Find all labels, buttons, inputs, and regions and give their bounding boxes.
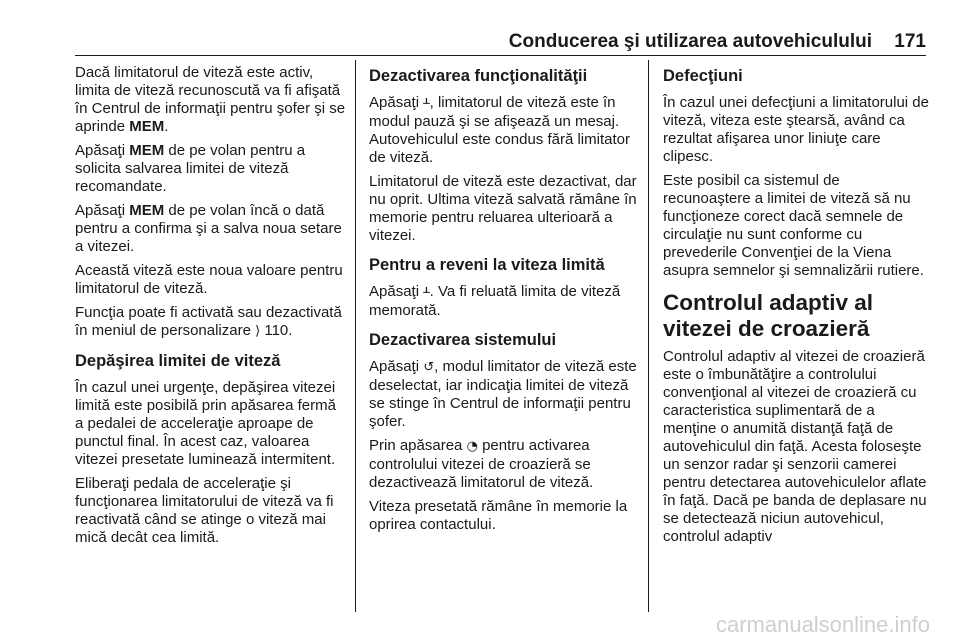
paragraph: Eliberaţi pedala de acceleraţie şi funcţionarea limitatorului de viteză va fi reactivată când se atinge o viteză mai mică decât cea limită. — [75, 475, 334, 546]
mem-label: MEM — [129, 202, 165, 219]
paragraph: Controlul adaptiv al vitezei de croazieră este o îmbunătăţire a controlului convenţional al vitezei de croazieră cu caracteristica suplimentară de a menţine o anumită distanţă faţă de autovehiculul din faţă. Acesta foloseşte un senzor radar şi senzorii camerei pentru detectarea autovehiculelor aflate în faţă. Dacă pe banda de deplasare nu se detectează niciun autovehicul, controlul adaptiv — [663, 348, 927, 545]
paragraph: Limitatorul de viteză este dezactivat, dar nu oprit. Ultima viteză salvată rămâne în memorie pentru reluarea ulterioară a vitezei. — [369, 173, 637, 244]
paragraph: În cazul unei defecţiuni a limitatorului de viteză, viteza este ştearsă, având ca rezultat afişarea unor liniuţe care clipesc. — [663, 94, 929, 165]
paragraph: Viteza presetată rămâne în memorie la oprirea contactului. — [369, 498, 628, 533]
paragraph: Apăsaţi ᚆ, limitatorul de viteză este în modul pauză şi se afişează un mesaj. Autovehiculul este condus fără limitator de viteză. — [369, 94, 630, 166]
paragraph: Funcţia poate fi activată sau dezactivată în meniul de personalizare ⟩ 110. — [75, 304, 342, 339]
column-2 — [369, 64, 639, 540]
section-heading: Pentru a reveni la viteza limită — [369, 256, 605, 274]
paragraph: Apăsaţi ᚆ. Va fi reluată limita de viteză memorată. — [369, 283, 621, 319]
column-3 — [663, 64, 929, 552]
chapter-heading: Controlul adaptiv al vitezei de croazieră — [663, 290, 874, 341]
resume-icon: ᚆ — [423, 285, 430, 300]
column-divider — [648, 60, 649, 612]
limiter-off-icon: ↺ — [423, 360, 435, 375]
pause-icon: ᚆ — [423, 96, 430, 111]
paragraph: Apăsaţi ↺, modul limitator de viteză este deselectat, iar indicaţia limitei de viteză se stinge în Centrul de informaţii pentru şofer. — [369, 358, 637, 430]
paragraph: Prin apăsarea ◔ pentru activarea controlului vitezei de croazieră se dezactivează limitatorul de viteză. — [369, 437, 594, 491]
paragraph: Dacă limitatorul de viteză este activ, limita de viteză recunoscută va fi afişată în Centrul de informaţii pentru şofer şi se aprinde MEM. — [75, 64, 346, 135]
page-number: 171 — [894, 31, 926, 52]
column-divider — [355, 60, 356, 612]
paragraph: Apăsaţi MEM de pe volan pentru a solicita salvarea limitei de viteză recomandate. — [75, 142, 306, 195]
header-rule — [75, 55, 926, 56]
mem-label: MEM — [129, 118, 165, 135]
paragraph: Apăsaţi MEM de pe volan încă o dată pentru a confirma şi a salva noua setare a vitezei. — [75, 202, 342, 255]
column-1 — [75, 64, 347, 553]
cruise-control-icon: ◔ — [466, 439, 478, 454]
watermark: carmanualsonline.info — [715, 612, 930, 637]
paragraph: În cazul unei urgenţe, depăşirea vitezei limită este posibilă prin apăsarea fermă a pedalei de acceleraţie aproape de punctul final. În acest caz, valoarea vitezei presetate luminează intermitent. — [75, 379, 336, 468]
mem-label: MEM — [129, 142, 165, 159]
paragraph: Este posibil ca sistemul de recunoaştere a limitei de viteză să nu funcţioneze corect dacă semnele de circulaţie nu sunt conforme cu prevederile Convenţiei de la Viena asupra semnelor şi semnalizării rutiere. — [663, 172, 924, 279]
chapter-title: Conducerea şi utilizarea autovehiculului — [508, 31, 872, 52]
section-heading: Depăşirea limitei de viteză — [75, 352, 281, 370]
section-heading: Dezactivarea funcţionalităţii — [369, 67, 588, 85]
section-heading: Defecţiuni — [663, 67, 743, 85]
section-heading: Dezactivarea sistemului — [369, 331, 557, 349]
paragraph: Această viteză este noua valoare pentru limitatorul de viteză. — [75, 262, 343, 297]
page-header — [75, 30, 926, 56]
page-reference-arrow-icon: ⟩ — [255, 324, 261, 339]
